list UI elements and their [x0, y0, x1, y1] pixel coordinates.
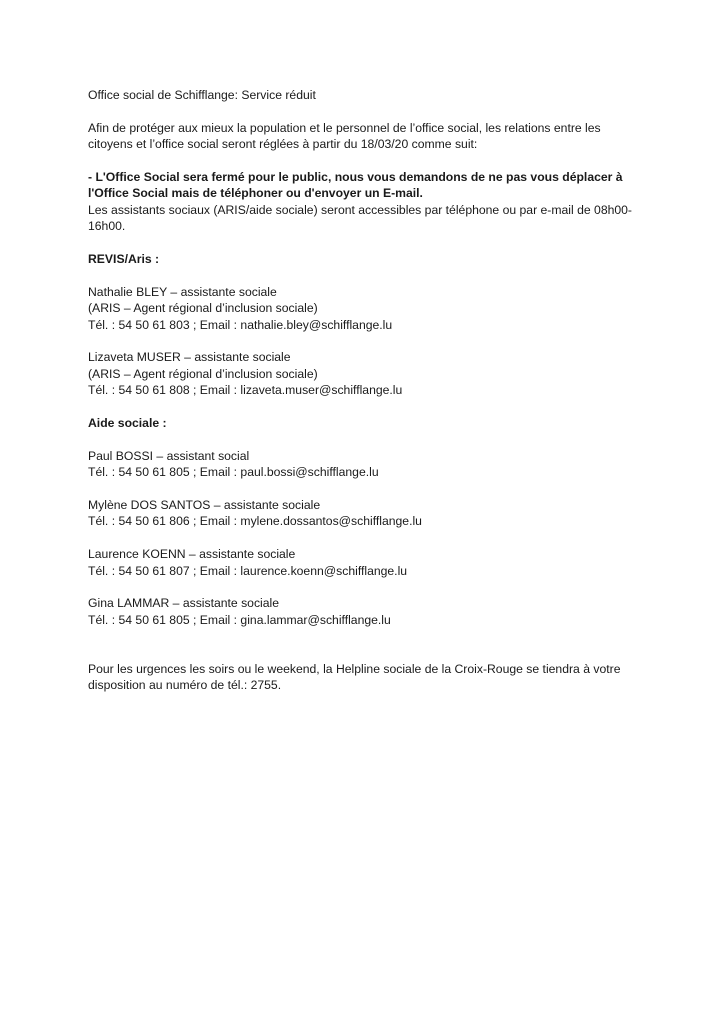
availability-notice: Les assistants sociaux (ARIS/aide sociale) seront accessibles par téléphone ou par e-mail de 08h00-16h00.	[88, 202, 632, 234]
closure-notice: - L'Office Social sera fermé pour le public, nous vous demandons de ne pas vous déplacer à l'Office Social mais de téléphoner ou d'envoyer un E-mail.	[88, 170, 623, 201]
contact-details: Tél. : 54 50 61 807 ; Email : laurence.koenn@schifflange.lu	[88, 563, 408, 578]
contact-name: Nathalie BLEY – assistante sociale	[88, 284, 277, 299]
emergency-footer: Pour les urgences les soirs ou le weekend, la Helpline sociale de la Croix-Rouge se tiendra à votre disposition au numéro de tél.: 2755.	[88, 662, 621, 693]
document-title: Office social de Schifflange: Service réduit	[88, 88, 316, 102]
contact-role: (ARIS – Agent régional d’inclusion sociale)	[88, 366, 318, 381]
contact-name: Gina LAMMAR – assistante sociale	[88, 596, 280, 611]
contact-mylene-dos-santos	[88, 497, 648, 530]
contact-paul-bossi	[88, 448, 648, 481]
contact-role: (ARIS – Agent régional d’inclusion sociale)	[88, 301, 318, 316]
document-body	[88, 87, 648, 694]
contact-name: Mylène DOS SANTOS – assistante sociale	[88, 498, 321, 513]
contact-name: Lizaveta MUSER – assistante sociale	[88, 350, 291, 365]
section-heading-aide-sociale: Aide sociale :	[88, 416, 167, 431]
contact-gina-lammar	[88, 595, 648, 628]
contact-details: Tél. : 54 50 61 803 ; Email : nathalie.bley@schifflange.lu	[88, 317, 393, 332]
contact-name: Paul BOSSI – assistant social	[88, 448, 250, 463]
contact-details: Tél. : 54 50 61 805 ; Email : gina.lammar@schifflange.lu	[88, 612, 391, 627]
section-heading-revis-aris: REVIS/Aris :	[88, 252, 160, 267]
contact-details: Tél. : 54 50 61 808 ; Email : lizaveta.muser@schifflange.lu	[88, 383, 403, 398]
contact-laurence-koenn	[88, 546, 648, 579]
intro-paragraph: Afin de protéger aux mieux la population et le personnel de l’office social, les relations entre les citoyens et l’office social seront réglées à partir du 18/03/20 comme suit:	[88, 120, 601, 152]
contact-nathalie-bley	[88, 284, 648, 333]
contact-details: Tél. : 54 50 61 805 ; Email : paul.bossi@schifflange.lu	[88, 465, 379, 480]
contact-lizaveta-muser	[88, 349, 648, 398]
contact-details: Tél. : 54 50 61 806 ; Email : mylene.dossantos@schifflange.lu	[88, 514, 422, 529]
contact-name: Laurence KOENN – assistante sociale	[88, 547, 296, 562]
